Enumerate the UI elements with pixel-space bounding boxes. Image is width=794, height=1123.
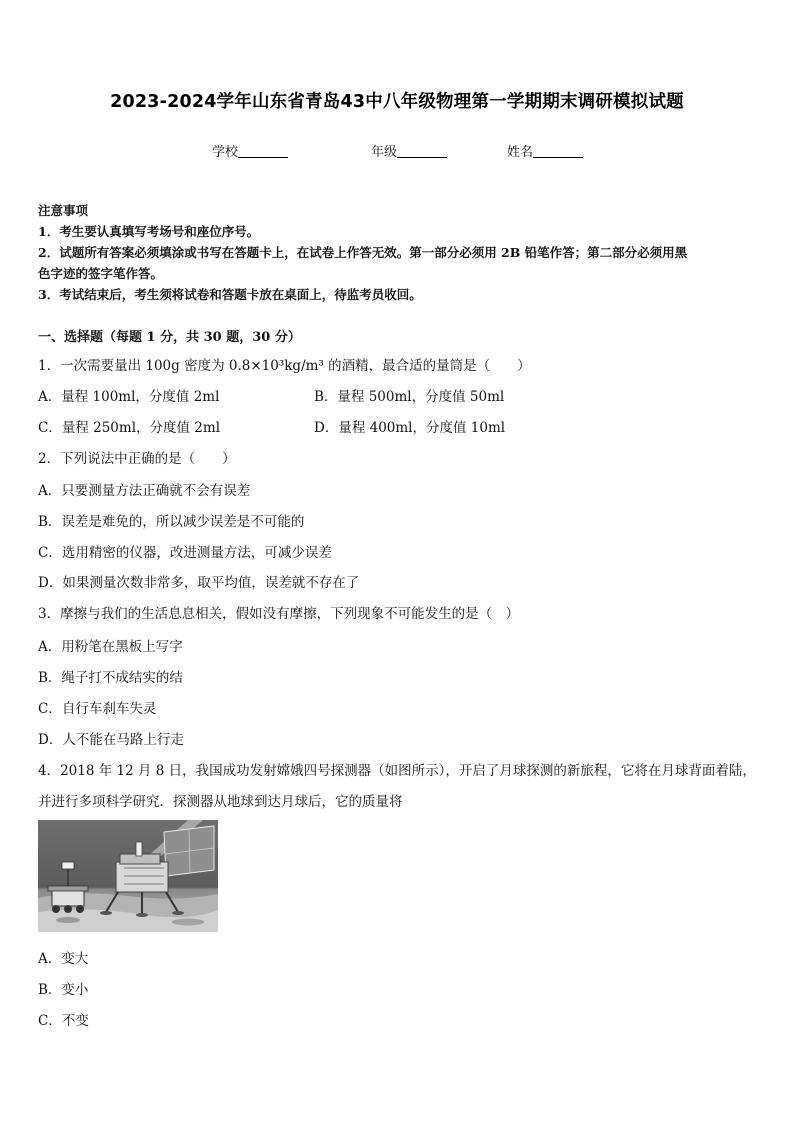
option-a[interactable]: A．变大 [38, 951, 89, 967]
option-b[interactable]: B．量程 500ml，分度值 50ml [314, 389, 505, 405]
option-a[interactable]: A．量程 100ml，分度值 2ml [38, 389, 220, 405]
grade-label: 年级 [371, 145, 398, 160]
notice-item: 3．考试结束后，考生须将试卷和答题卡放在桌面上，待监考员收回。 [38, 287, 422, 302]
grade-field [371, 141, 447, 160]
name-field [507, 141, 583, 160]
option-b[interactable]: B．误差是难免的，所以减少误差是不可能的 [38, 514, 305, 530]
question-stem: 3．摩擦与我们的生活息息相关，假如没有摩擦，下列现象不可能发生的是（ ） [38, 606, 520, 622]
notice-block [38, 200, 758, 305]
page-title: 2023-2024学年山东省青岛43中八年级物理第一学期期末调研模拟试题 [110, 92, 684, 112]
section-title: 一、选择题（每题 1 分，共 30 题，30 分） [38, 330, 301, 345]
option-c[interactable]: C．自行车刹车失灵 [38, 701, 157, 717]
option-c[interactable]: C．不变 [38, 1013, 89, 1029]
notice-item: 色字迹的签字笔作答。 [38, 266, 164, 281]
question-stem-line: 4．2018 年 12 月 8 日，我国成功发射嫦娥四号探测器（如图所示），开启了月球探测的新旅程，它将在月球背面着陆， [38, 763, 756, 779]
school-blank [238, 145, 288, 158]
option-d[interactable]: D．如果测量次数非常多，取平均值，误差就不存在了 [38, 575, 360, 591]
question-stem: 1．一次需要量出 100g 密度为 0.8×10³kg/m³ 的酒精，最合适的量筒是（ ） [38, 358, 531, 374]
notice-item: 1．考生要认真填写考场号和座位序号。 [38, 224, 260, 239]
school-label: 学校 [212, 145, 239, 160]
question-stem-line: 并进行多项科学研究．探测器从地球到达月球后，它的质量将 [38, 794, 403, 810]
question-stem [38, 756, 758, 818]
option-c[interactable]: C．量程 250ml，分度值 2ml [38, 420, 221, 436]
chang-e-4-probe-photo [38, 820, 218, 932]
option-b[interactable]: B．绳子打不成结实的结 [38, 670, 183, 686]
lunar-lander-illustration [38, 820, 218, 932]
name-label: 姓名 [507, 145, 534, 160]
grade-blank [397, 145, 447, 158]
option-a[interactable]: A．用粉笔在黑板上写字 [38, 639, 183, 655]
question-stem: 2．下列说法中正确的是（ ） [38, 451, 236, 467]
name-blank [533, 145, 583, 158]
notice-heading: 注意事项 [38, 203, 89, 218]
option-d[interactable]: D．人不能在马路上行走 [38, 732, 184, 748]
notice-item: 2．试题所有答案必须填涂或书写在答题卡上，在试卷上作答无效。第一部分必须用 2B 铅笔作答；第二部分必须用黑 [38, 245, 688, 260]
option-c[interactable]: C．选用精密的仪器，改进测量方法，可减少误差 [38, 545, 332, 561]
option-d[interactable]: D．量程 400ml，分度值 10ml [314, 420, 506, 436]
option-b[interactable]: B．变小 [38, 982, 89, 998]
option-a[interactable]: A．只要测量方法正确就不会有误差 [38, 483, 251, 499]
school-field [212, 141, 288, 160]
